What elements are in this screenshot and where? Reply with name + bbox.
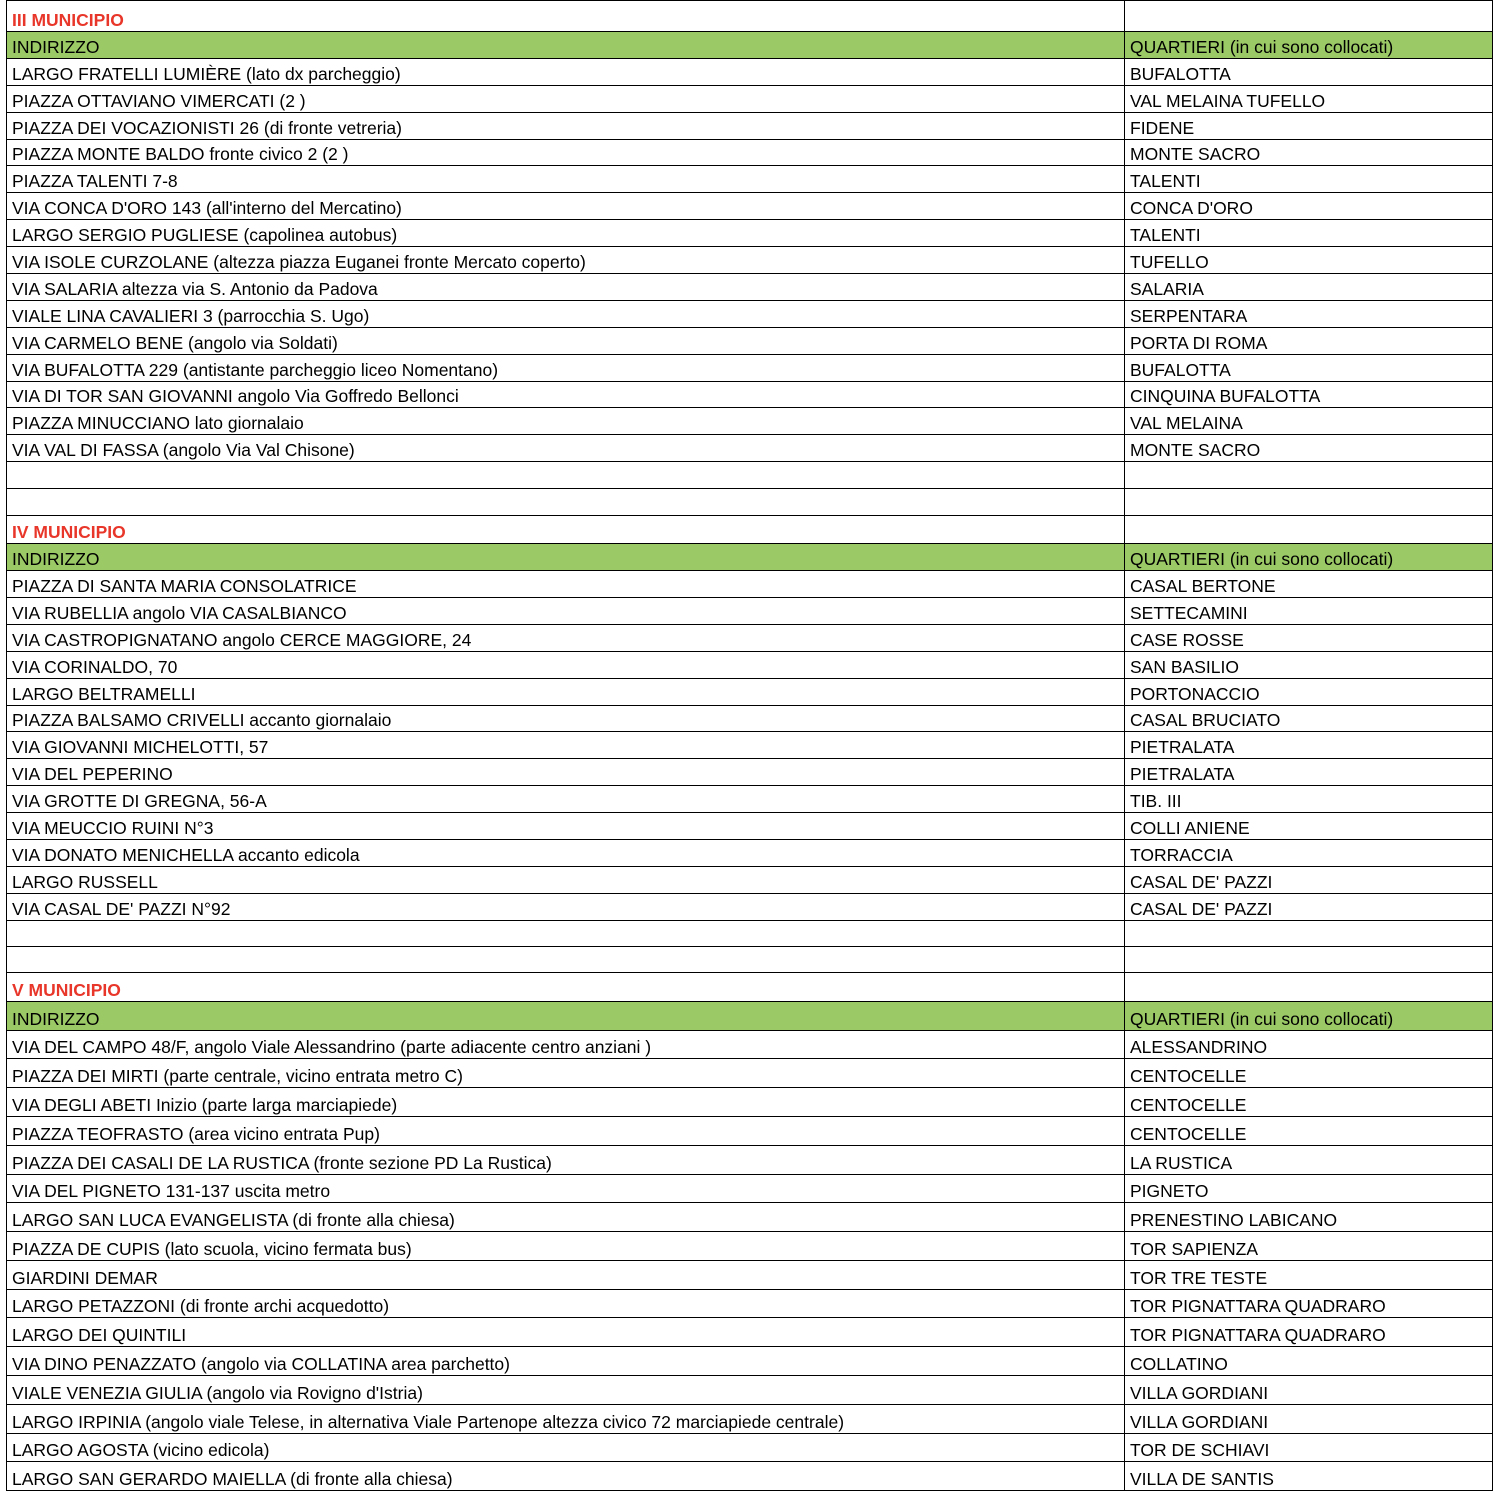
district-cell[interactable]: PIETRALATA bbox=[1125, 732, 1493, 759]
district-cell[interactable]: CASAL DE' PAZZI bbox=[1125, 893, 1493, 920]
table-row bbox=[7, 1059, 1493, 1088]
address-cell[interactable]: VIA DEGLI ABETI Inizio (parte larga marciapiede) bbox=[7, 1088, 1125, 1117]
district-cell[interactable]: FIDENE bbox=[1125, 112, 1493, 139]
address-cell[interactable]: VIA DEL PIGNETO 131-137 uscita metro bbox=[7, 1174, 1125, 1203]
address-cell[interactable]: VIA MEUCCIO RUINI N°3 bbox=[7, 813, 1125, 840]
district-cell[interactable]: SAN BASILIO bbox=[1125, 651, 1493, 678]
table-row bbox=[7, 651, 1493, 678]
table-row bbox=[7, 166, 1493, 193]
address-cell[interactable]: VIA SALARIA altezza via S. Antonio da Padova bbox=[7, 274, 1125, 301]
spreadsheet-body bbox=[7, 1, 1493, 1491]
district-cell[interactable]: TUFELLO bbox=[1125, 247, 1493, 274]
blank-row bbox=[7, 946, 1493, 972]
district-cell[interactable]: BUFALOTTA bbox=[1125, 354, 1493, 381]
table-row bbox=[7, 813, 1493, 840]
section-title-cell[interactable]: IV MUNICIPIO bbox=[7, 516, 1125, 544]
district-cell[interactable]: PORTONACCIO bbox=[1125, 678, 1493, 705]
empty-cell[interactable] bbox=[1125, 972, 1493, 1001]
address-cell[interactable]: VIA BUFALOTTA 229 (antistante parcheggio liceo Nomentano) bbox=[7, 354, 1125, 381]
address-cell[interactable]: LARGO SERGIO PUGLIESE (capolinea autobus) bbox=[7, 220, 1125, 247]
table-row bbox=[7, 408, 1493, 435]
address-cell[interactable]: PIAZZA TEOFRASTO (area vicino entrata Pup) bbox=[7, 1116, 1125, 1145]
address-cell[interactable]: PIAZZA TALENTI 7-8 bbox=[7, 166, 1125, 193]
table-row bbox=[7, 220, 1493, 247]
address-cell[interactable]: PIAZZA DE CUPIS (lato scuola, vicino fermata bus) bbox=[7, 1232, 1125, 1261]
address-cell[interactable]: VIA RUBELLIA angolo VIA CASALBIANCO bbox=[7, 598, 1125, 625]
district-cell[interactable]: TORRACCIA bbox=[1125, 840, 1493, 867]
district-cell[interactable]: LA RUSTICA bbox=[1125, 1145, 1493, 1174]
district-cell[interactable]: CASAL DE' PAZZI bbox=[1125, 866, 1493, 893]
district-cell[interactable]: TOR SAPIENZA bbox=[1125, 1232, 1493, 1261]
section-title-row bbox=[7, 1, 1493, 32]
table-row bbox=[7, 58, 1493, 85]
empty-cell[interactable] bbox=[7, 946, 1125, 972]
table-row bbox=[7, 1318, 1493, 1347]
district-cell[interactable]: PORTA DI ROMA bbox=[1125, 327, 1493, 354]
address-cell[interactable]: VIA GROTTE DI GREGNA, 56-A bbox=[7, 786, 1125, 813]
address-cell[interactable]: VIA VAL DI FASSA (angolo Via Val Chisone) bbox=[7, 435, 1125, 462]
table-row bbox=[7, 193, 1493, 220]
table-row bbox=[7, 893, 1493, 920]
district-cell[interactable]: CONCA D'ORO bbox=[1125, 193, 1493, 220]
district-cell[interactable]: TALENTI bbox=[1125, 166, 1493, 193]
district-cell[interactable]: BUFALOTTA bbox=[1125, 58, 1493, 85]
address-cell[interactable]: VIALE VENEZIA GIULIA (angolo via Rovigno d'Istria) bbox=[7, 1376, 1125, 1405]
table-row bbox=[7, 1376, 1493, 1405]
address-cell[interactable]: PIAZZA DEI CASALI DE LA RUSTICA (fronte sezione PD La Rustica) bbox=[7, 1145, 1125, 1174]
table-row bbox=[7, 1145, 1493, 1174]
table-row bbox=[7, 571, 1493, 598]
address-cell[interactable]: VIA CARMELO BENE (angolo via Soldati) bbox=[7, 327, 1125, 354]
table-row bbox=[7, 139, 1493, 166]
district-cell[interactable]: CASAL BRUCIATO bbox=[1125, 705, 1493, 732]
blank-row bbox=[7, 920, 1493, 946]
empty-cell[interactable] bbox=[1125, 462, 1493, 489]
table-row bbox=[7, 1232, 1493, 1261]
section-title-row bbox=[7, 516, 1493, 544]
address-cell[interactable]: VIA DI TOR SAN GIOVANNI angolo Via Goffredo Bellonci bbox=[7, 381, 1125, 408]
table-row bbox=[7, 705, 1493, 732]
district-cell[interactable]: TOR PIGNATTARA QUADRARO bbox=[1125, 1318, 1493, 1347]
address-cell[interactable]: LARGO SAN GERARDO MAIELLA (di fronte alla chiesa) bbox=[7, 1462, 1125, 1491]
header-indirizzo-cell[interactable]: INDIRIZZO bbox=[7, 544, 1125, 571]
address-cell[interactable]: VIA ISOLE CURZOLANE (altezza piazza Euganei fronte Mercato coperto) bbox=[7, 247, 1125, 274]
address-cell[interactable]: VIA CORINALDO, 70 bbox=[7, 651, 1125, 678]
table-row bbox=[7, 1203, 1493, 1232]
empty-cell[interactable] bbox=[1125, 516, 1493, 544]
address-cell[interactable]: LARGO IRPINIA (angolo viale Telese, in alternativa Viale Partenope altezza civico 72 marciapiede centrale) bbox=[7, 1404, 1125, 1433]
table-row bbox=[7, 624, 1493, 651]
empty-cell[interactable] bbox=[1125, 946, 1493, 972]
table-row bbox=[7, 732, 1493, 759]
district-cell[interactable]: TOR PIGNATTARA QUADRARO bbox=[1125, 1289, 1493, 1318]
table-row bbox=[7, 435, 1493, 462]
table-row bbox=[7, 300, 1493, 327]
address-cell[interactable]: PIAZZA DEI MIRTI (parte centrale, vicino entrata metro C) bbox=[7, 1059, 1125, 1088]
district-cell[interactable]: COLLI ANIENE bbox=[1125, 813, 1493, 840]
blank-row bbox=[7, 462, 1493, 489]
district-cell[interactable]: TALENTI bbox=[1125, 220, 1493, 247]
district-cell[interactable]: CENTOCELLE bbox=[1125, 1088, 1493, 1117]
empty-cell[interactable] bbox=[1125, 920, 1493, 946]
district-cell[interactable]: PIGNETO bbox=[1125, 1174, 1493, 1203]
table-row bbox=[7, 274, 1493, 301]
blank-row bbox=[7, 489, 1493, 516]
table-row bbox=[7, 354, 1493, 381]
district-cell[interactable]: CINQUINA BUFALOTTA bbox=[1125, 381, 1493, 408]
header-indirizzo-cell[interactable]: INDIRIZZO bbox=[7, 32, 1125, 59]
address-cell[interactable]: LARGO DEI QUINTILI bbox=[7, 1318, 1125, 1347]
table-row bbox=[7, 1433, 1493, 1462]
table-row bbox=[7, 866, 1493, 893]
address-cell[interactable]: PIAZZA DI SANTA MARIA CONSOLATRICE bbox=[7, 571, 1125, 598]
address-cell[interactable]: PIAZZA BALSAMO CRIVELLI accanto giornalaio bbox=[7, 705, 1125, 732]
address-cell[interactable]: VIA DEL PEPERINO bbox=[7, 759, 1125, 786]
table-row bbox=[7, 1116, 1493, 1145]
empty-cell[interactable] bbox=[7, 489, 1125, 516]
table-row bbox=[7, 381, 1493, 408]
table-row bbox=[7, 1088, 1493, 1117]
empty-cell[interactable] bbox=[7, 920, 1125, 946]
table-row bbox=[7, 1174, 1493, 1203]
district-cell[interactable]: PIETRALATA bbox=[1125, 759, 1493, 786]
address-cell[interactable]: PIAZZA MONTE BALDO fronte civico 2 (2 ) bbox=[7, 139, 1125, 166]
table-row bbox=[7, 598, 1493, 625]
address-cell[interactable]: PIAZZA MINUCCIANO lato giornalaio bbox=[7, 408, 1125, 435]
table-row bbox=[7, 1462, 1493, 1491]
header-quartieri-cell[interactable]: QUARTIERI (in cui sono collocati) bbox=[1125, 544, 1493, 571]
table-row bbox=[7, 247, 1493, 274]
address-cell[interactable]: VIA CASAL DE' PAZZI N°92 bbox=[7, 893, 1125, 920]
table-row bbox=[7, 759, 1493, 786]
address-cell[interactable]: PIAZZA DEI VOCAZIONISTI 26 (di fronte vetreria) bbox=[7, 112, 1125, 139]
address-cell[interactable]: VIA DEL CAMPO 48/F, angolo Viale Alessandrino (parte adiacente centro anziani ) bbox=[7, 1030, 1125, 1059]
address-cell[interactable]: LARGO FRATELLI LUMIÈRE (lato dx parcheggio) bbox=[7, 58, 1125, 85]
district-cell[interactable]: CASAL BERTONE bbox=[1125, 571, 1493, 598]
table-row bbox=[7, 1030, 1493, 1059]
district-cell[interactable]: CENTOCELLE bbox=[1125, 1116, 1493, 1145]
district-cell[interactable]: CASE ROSSE bbox=[1125, 624, 1493, 651]
address-cell[interactable]: GIARDINI DEMAR bbox=[7, 1260, 1125, 1289]
table-row bbox=[7, 1347, 1493, 1376]
address-cell[interactable]: VIA GIOVANNI MICHELOTTI, 57 bbox=[7, 732, 1125, 759]
column-header-row bbox=[7, 32, 1493, 59]
district-cell[interactable]: VAL MELAINA bbox=[1125, 408, 1493, 435]
table-row bbox=[7, 85, 1493, 112]
district-cell[interactable]: COLLATINO bbox=[1125, 1347, 1493, 1376]
table-row bbox=[7, 1289, 1493, 1318]
empty-cell[interactable] bbox=[1125, 489, 1493, 516]
district-cell[interactable]: SERPENTARA bbox=[1125, 300, 1493, 327]
district-cell[interactable]: TOR DE SCHIAVI bbox=[1125, 1433, 1493, 1462]
table-row bbox=[7, 327, 1493, 354]
empty-cell[interactable] bbox=[1125, 1, 1493, 32]
section-title-cell[interactable]: V MUNICIPIO bbox=[7, 972, 1125, 1001]
header-quartieri-cell[interactable]: QUARTIERI (in cui sono collocati) bbox=[1125, 1001, 1493, 1030]
table-row bbox=[7, 786, 1493, 813]
section-title-cell[interactable]: III MUNICIPIO bbox=[7, 1, 1125, 32]
spreadsheet-table bbox=[6, 0, 1493, 1491]
header-indirizzo-cell[interactable]: INDIRIZZO bbox=[7, 1001, 1125, 1030]
district-cell[interactable]: VILLA GORDIANI bbox=[1125, 1404, 1493, 1433]
column-header-row bbox=[7, 544, 1493, 571]
column-header-row bbox=[7, 1001, 1493, 1030]
district-cell[interactable]: TOR TRE TESTE bbox=[1125, 1260, 1493, 1289]
table-row bbox=[7, 1260, 1493, 1289]
address-cell[interactable]: LARGO RUSSELL bbox=[7, 866, 1125, 893]
table-row bbox=[7, 112, 1493, 139]
district-cell[interactable]: VILLA GORDIANI bbox=[1125, 1376, 1493, 1405]
table-row bbox=[7, 840, 1493, 867]
address-cell[interactable]: VIALE LINA CAVALIERI 3 (parrocchia S. Ugo) bbox=[7, 300, 1125, 327]
header-quartieri-cell[interactable]: QUARTIERI (in cui sono collocati) bbox=[1125, 32, 1493, 59]
district-cell[interactable]: VAL MELAINA TUFELLO bbox=[1125, 85, 1493, 112]
table-row bbox=[7, 1404, 1493, 1433]
address-cell[interactable]: LARGO AGOSTA (vicino edicola) bbox=[7, 1433, 1125, 1462]
table-row bbox=[7, 678, 1493, 705]
section-title-row bbox=[7, 972, 1493, 1001]
address-cell[interactable]: LARGO PETAZZONI (di fronte archi acquedotto) bbox=[7, 1289, 1125, 1318]
district-cell[interactable]: SETTECAMINI bbox=[1125, 598, 1493, 625]
address-cell[interactable]: PIAZZA OTTAVIANO VIMERCATI (2 ) bbox=[7, 85, 1125, 112]
district-cell[interactable]: ALESSANDRINO bbox=[1125, 1030, 1493, 1059]
district-cell[interactable]: VILLA DE SANTIS bbox=[1125, 1462, 1493, 1491]
address-cell[interactable]: LARGO SAN LUCA EVANGELISTA (di fronte alla chiesa) bbox=[7, 1203, 1125, 1232]
district-cell[interactable]: TIB. III bbox=[1125, 786, 1493, 813]
empty-cell[interactable] bbox=[7, 462, 1125, 489]
district-cell[interactable]: PRENESTINO LABICANO bbox=[1125, 1203, 1493, 1232]
district-cell[interactable]: SALARIA bbox=[1125, 274, 1493, 301]
address-cell[interactable]: VIA DINO PENAZZATO (angolo via COLLATINA area parchetto) bbox=[7, 1347, 1125, 1376]
district-cell[interactable]: MONTE SACRO bbox=[1125, 139, 1493, 166]
address-cell[interactable]: VIA DONATO MENICHELLA accanto edicola bbox=[7, 840, 1125, 867]
address-cell[interactable]: VIA CASTROPIGNATANO angolo CERCE MAGGIORE, 24 bbox=[7, 624, 1125, 651]
district-cell[interactable]: CENTOCELLE bbox=[1125, 1059, 1493, 1088]
address-cell[interactable]: LARGO BELTRAMELLI bbox=[7, 678, 1125, 705]
address-cell[interactable]: VIA CONCA D'ORO 143 (all'interno del Mercatino) bbox=[7, 193, 1125, 220]
district-cell[interactable]: MONTE SACRO bbox=[1125, 435, 1493, 462]
